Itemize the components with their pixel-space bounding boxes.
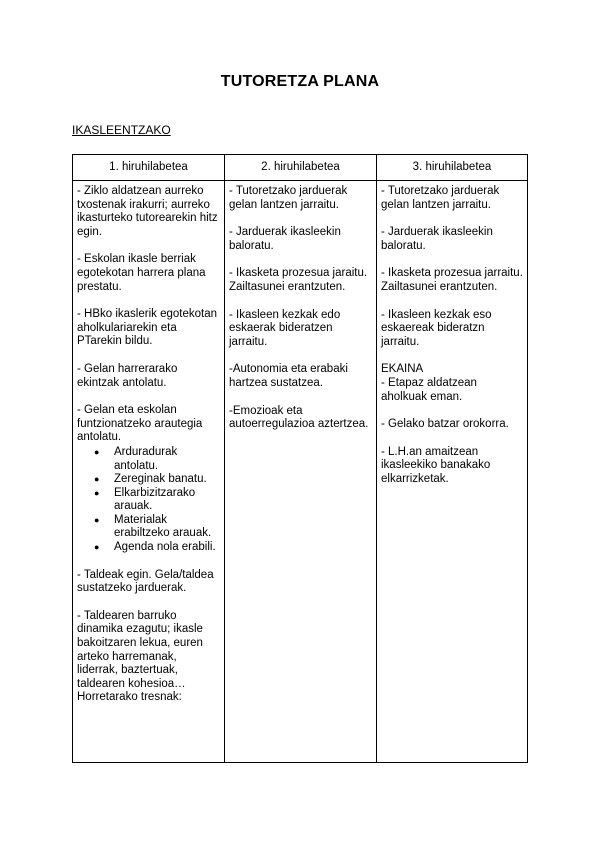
tutoring-plan-table	[72, 154, 528, 763]
term-3-item: - Gelako batzar orokorra.	[381, 418, 509, 431]
term-3-cell	[377, 181, 528, 763]
term-1-item: - Ziklo aldatzean aurreko txostenak irakurri; aurreko ikasturteko tutorearekin hitz egin.	[77, 185, 218, 238]
term-3-item: - Ikasketa prozesua jarraitu. Zailtasunei erantzuten.	[381, 267, 523, 293]
term-3-item: - L.H.an amaitzean ikasleekiko banakako elkarrizketak.	[381, 445, 491, 485]
table-body-row	[73, 181, 528, 763]
bullet-item: ● Materialak erabiltzeko arauak.	[77, 514, 220, 541]
term-1-item: - Taldeak egin. Gela/taldea sustatzeko jarduerak.	[77, 568, 214, 595]
term-2-item: - Jarduerak ikasleekin baloratu.	[229, 226, 341, 252]
section-subtitle: IKASLEENTZAKO	[72, 123, 171, 137]
term-1-item: - Eskolan ikasle berriak egotekotan harrera plana prestatu.	[77, 253, 206, 293]
term-3-item: - Ikasleen kezkak eso eskaereak bideratzn jarraitu.	[381, 308, 492, 348]
term-2-item: -Emozioak eta autoerregulazioa aztertzea.	[229, 404, 369, 431]
term-1-item: - Taldearen barruko dinamika ezagutu; ikasle bakoitzaren lekua, euren arteko harremanak, liderrak, baztertuak, taldearen kohesioa… Horretarako tresnak:	[77, 609, 203, 704]
term-3-item: - Etapaz aldatzean aholkuak eman.	[381, 376, 477, 403]
term-3-item: - Jarduerak ikasleekin baloratu.	[381, 226, 493, 252]
bullet-item: ● Arduradurak antolatu.	[77, 446, 220, 473]
term-2-item: -Autonomia eta erabaki hartzea sustatzea.	[229, 363, 348, 389]
bullet-item: ● Agenda nola erabili.	[77, 541, 220, 555]
page-title: TUTORETZA PLANA	[220, 73, 380, 90]
column-header-term-2: 2. hiruhilabetea	[225, 155, 377, 181]
term-1-item: - HBko ikaslerik egotekotan aholkulariarekin eta PTarekin bildu.	[77, 308, 217, 348]
term-2-item: - Ikasleen kezkak edo eskaerak bideratzen jarraitu.	[229, 308, 341, 348]
term-1-cell	[73, 181, 225, 763]
term-3-item: - Tutoretzako jarduerak gelan lantzen jarraitu.	[381, 185, 500, 211]
term-1-item: - Gelan harrerarako ekintzak antolatu.	[77, 362, 178, 389]
table-header-row	[73, 155, 528, 181]
term-2-item: - Ikasketa prozesua jaraitu. Zailtasunei erantzuten.	[229, 267, 368, 293]
column-header-term-1: 1. hiruhilabetea	[73, 155, 225, 181]
term-1-item: - Gelan eta eskolan funtzionatzeko arautegia antolatu.	[77, 404, 203, 444]
june-label: EKAINA	[381, 363, 424, 376]
bullet-item: ● Elkarbizitzarako arauak.	[77, 487, 220, 514]
bullet-item: ● Zereginak banatu.	[77, 473, 220, 487]
term-2-cell	[225, 181, 377, 763]
rules-bullet-list	[77, 446, 220, 555]
column-header-term-3: 3. hiruhilabetea	[377, 155, 528, 181]
term-2-item: - Tutoretzako jarduerak gelan lantzen jarraitu.	[229, 185, 348, 211]
